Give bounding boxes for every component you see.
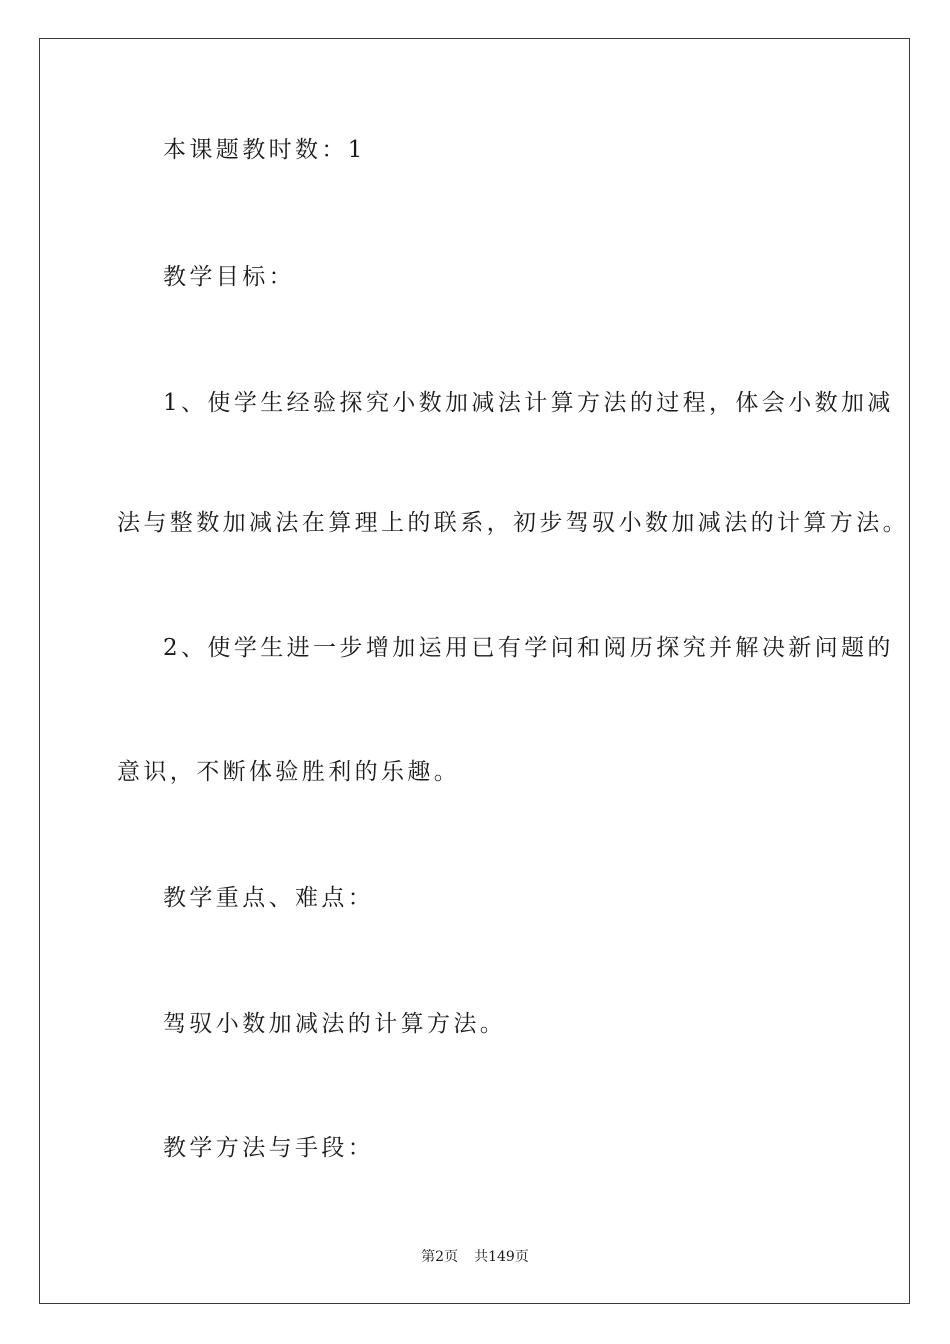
lesson-hours-line: 本课题教时数：1 bbox=[163, 137, 366, 163]
page-border bbox=[39, 38, 910, 1304]
goal-1-line-2: 法与整数加减法在算理上的联系，初步驾驭小数加减法的计算方法。 bbox=[117, 510, 909, 536]
page-footer bbox=[0, 1248, 950, 1266]
goal-2-line-2: 意识，不断体验胜利的乐趣。 bbox=[117, 759, 461, 785]
teaching-goals-heading: 教学目标： bbox=[163, 264, 295, 290]
page-number: 第2页 bbox=[421, 1249, 459, 1265]
key-points-text: 驾驭小数加减法的计算方法。 bbox=[163, 1011, 507, 1037]
methods-heading: 教学方法与手段： bbox=[163, 1135, 375, 1161]
key-points-heading: 教学重点、难点： bbox=[163, 885, 375, 911]
page-total: 共149页 bbox=[474, 1249, 529, 1265]
goal-1-line-1: 1、使学生经验探究小数加减法计算方法的过程，体会小数加减 bbox=[163, 390, 894, 416]
goal-2-line-1: 2、使学生进一步增加运用已有学问和阅历探究并解决新问题的 bbox=[163, 635, 894, 661]
